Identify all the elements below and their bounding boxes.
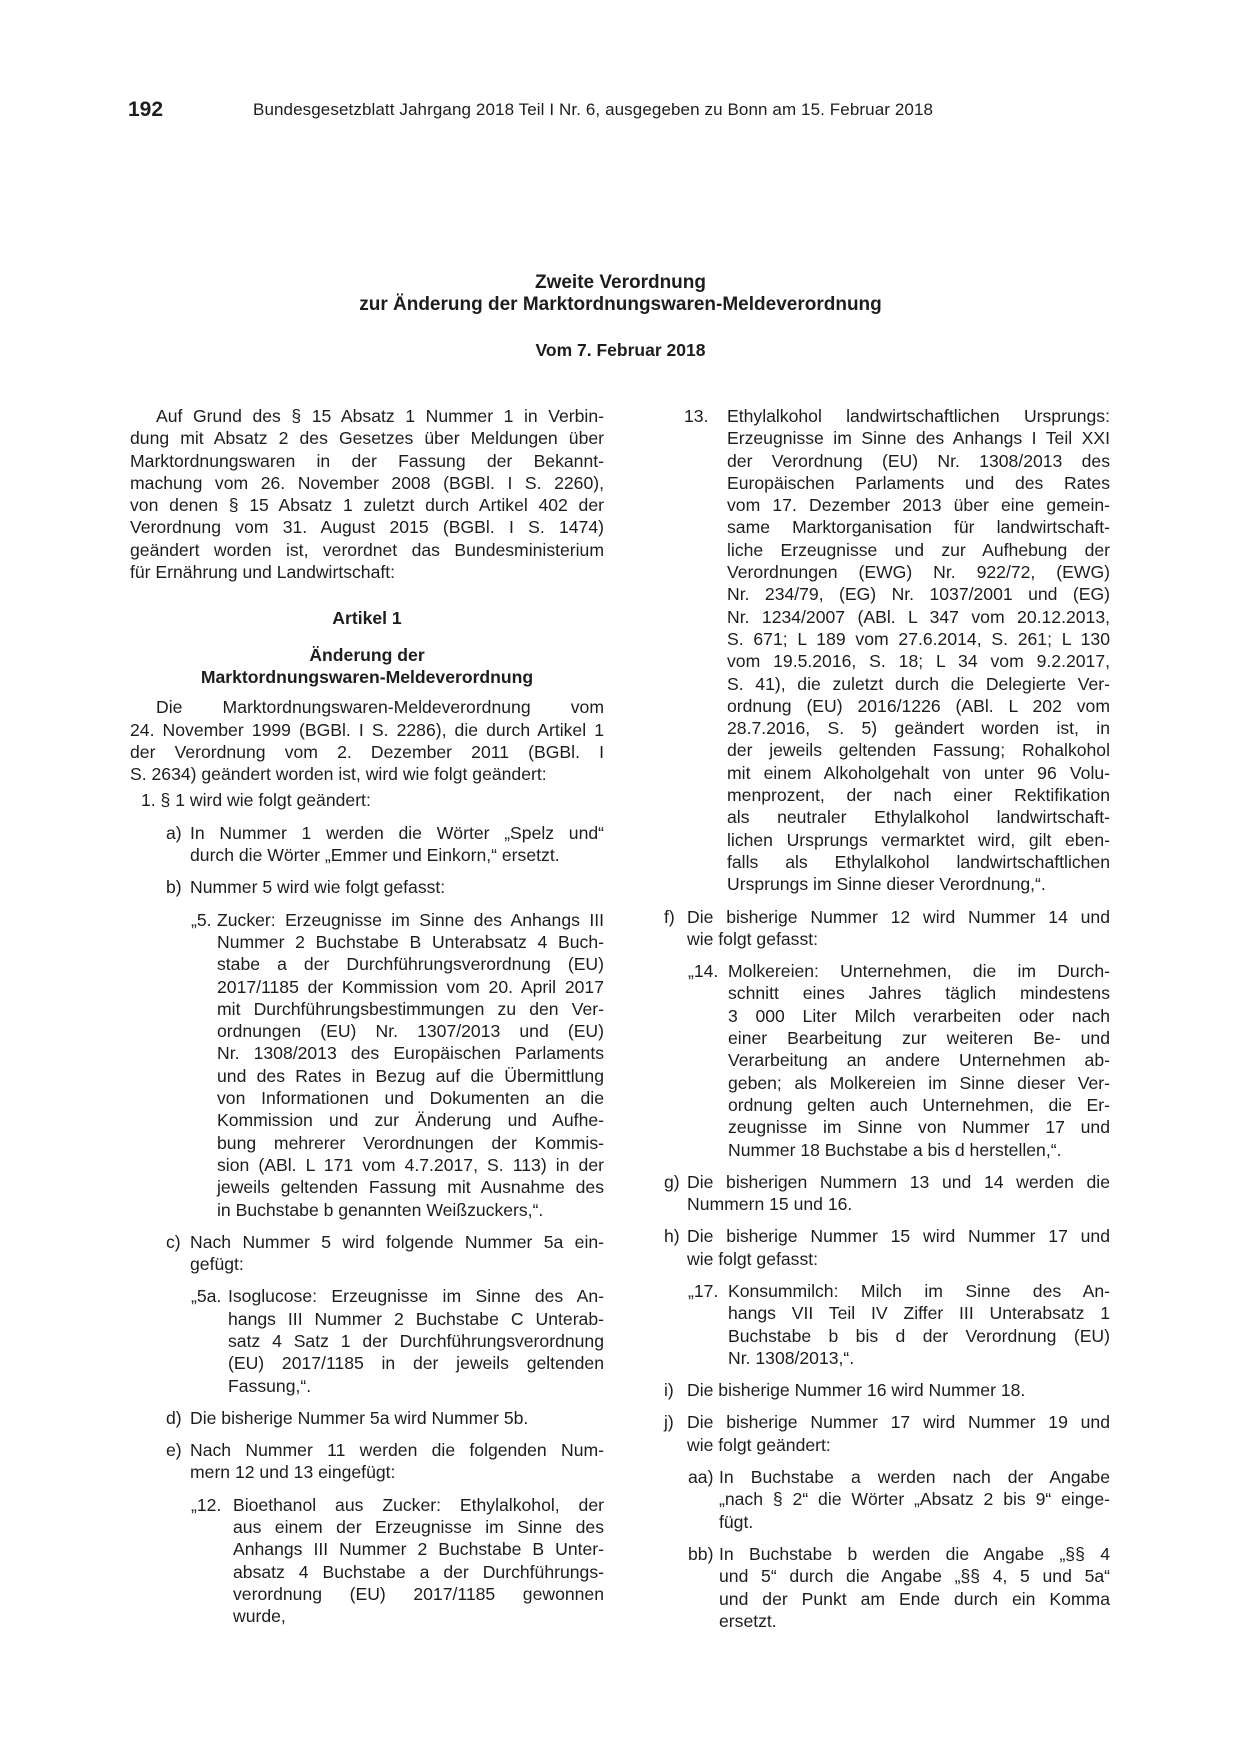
document-title-line-2: zur Änderung der Marktordnungswaren-Meldeverordnung: [359, 294, 882, 315]
quoted-number-14: [636, 960, 1110, 1161]
item-body: [728, 960, 1110, 1161]
item-1b: [130, 876, 604, 898]
running-header: Bundesgesetzblatt Jahrgang 2018 Teil I Nr. 6, ausgegeben zu Bonn am 15. Februar 2018: [253, 100, 934, 119]
text-line: der jeweils geltenden Fassung; Rohalkohol: [727, 740, 1110, 761]
item-body: [687, 1411, 1110, 1456]
text-line: Auf Grund des § 15 Absatz 1 Nummer 1 in Verbin-: [156, 406, 604, 426]
text-line: 3 000 Liter Milch verarbeiten oder nach: [728, 1005, 1110, 1026]
text-line: für Ernährung und Landwirtschaft:: [130, 562, 396, 583]
text-line: Die bisherigen Nummern 13 und 14 werden die: [687, 1171, 1110, 1192]
item-label: d): [166, 1407, 182, 1428]
text-line: und des Rates in Bezug auf die Übermittlung: [217, 1065, 604, 1086]
item-body: [687, 1171, 1110, 1216]
item-label: bb): [688, 1543, 714, 1564]
item-body: [727, 405, 1110, 896]
text-line: Zucker: Erzeugnisse im Sinne des Anhangs III: [217, 909, 604, 930]
text-line: Erzeugnisse im Sinne des Anhangs I Teil XXI: [727, 428, 1110, 449]
text-line: wurde,: [233, 1606, 286, 1627]
item-label: a): [166, 822, 182, 843]
item-body: [190, 1231, 604, 1276]
text-line: ordnungen (EU) Nr. 1307/2013 und (EU): [217, 1021, 604, 1042]
item-1f: [636, 906, 1110, 951]
quoted-number-12: [130, 1494, 604, 1628]
text-line: wie folgt gefasst:: [687, 928, 819, 949]
text-line: Die Marktordnungswaren-Meldeverordnung vom: [156, 697, 604, 718]
text-line: fügt.: [719, 1511, 754, 1532]
item-1: 1. § 1 wird wie folgt geändert:: [141, 790, 371, 811]
item-label: „5a.: [191, 1286, 222, 1307]
text-line: Nummer 18 Buchstabe a bis d herstellen,“.: [728, 1139, 1062, 1160]
text-line: In Buchstabe b werden die Angabe „§§ 4: [719, 1543, 1110, 1564]
text-line: der Verordnung vom 2. Dezember 2011 (BGBl. I: [130, 741, 604, 762]
text-line: geben; als Molkereien im Sinne dieser Ver-: [728, 1072, 1110, 1093]
quoted-number-5a: [130, 1285, 604, 1396]
text-line: (EU) 2017/1185 in der jeweils geltenden: [228, 1353, 604, 1374]
text-line: der Verordnung (EU) Nr. 1308/2013 des: [727, 450, 1110, 471]
text-line: Nummer 5 wird wie folgt gefasst:: [190, 877, 446, 898]
text-line: Die bisherige Nummer 16 wird Nummer 18.: [687, 1380, 1026, 1401]
item-body: [228, 1285, 604, 1396]
text-line: In Buchstabe a werden nach der Angabe: [719, 1467, 1110, 1488]
document-title-line-1: Zweite Verordnung: [534, 272, 707, 293]
item-body: [687, 1379, 1110, 1401]
item-label: „5.: [191, 909, 212, 930]
item-body: [190, 1407, 604, 1429]
text-line: Ursprungs im Sinne dieser Verordnung,“.: [727, 874, 1046, 895]
text-line: S. 671; L 189 vom 27.6.2014, S. 261; L 130: [727, 628, 1110, 649]
item-1e: [130, 1439, 604, 1484]
text-line: hangs III Nummer 2 Buchstabe C Unterab-: [228, 1308, 604, 1329]
text-line: zeugnisse im Sinne von Nummer 17 und: [728, 1117, 1110, 1138]
text-line: wie folgt geändert:: [687, 1434, 831, 1455]
text-line: Molkereien: Unternehmen, die im Durch-: [728, 961, 1110, 982]
text-line: 24. November 1999 (BGBl. I S. 2286), die durch Artikel 1: [130, 719, 604, 740]
text-line: Nach Nummer 11 werden die folgenden Num-: [190, 1440, 604, 1461]
text-line: Buchstabe b bis d der Verordnung (EU): [728, 1325, 1110, 1346]
item-body: [719, 1466, 1110, 1533]
text-line: gefügt:: [190, 1254, 244, 1275]
item-label: e): [166, 1440, 182, 1461]
text-line: geändert worden ist, verordnet das Bundesministerium: [130, 539, 604, 560]
text-line: lichen Ursprungs vermarktet wird, gilt eben-: [727, 829, 1110, 850]
text-line: schnitt eines Jahres täglich mindestens: [728, 983, 1110, 1004]
text-line: Nach Nummer 5 wird folgende Nummer 5a ein-: [190, 1231, 604, 1252]
item-1i: [636, 1379, 1110, 1401]
document-date: Vom 7. Februar 2018: [535, 340, 706, 360]
text-line: und 5“ durch die Angabe „§§ 4, 5 und 5a“: [719, 1566, 1110, 1587]
text-line: Verordnung vom 31. August 2015 (BGBl. I S. 1474): [130, 517, 604, 538]
text-line: ersetzt.: [719, 1610, 777, 1631]
text-line: sion (ABl. L 171 vom 4.7.2017, S. 113) in der: [217, 1154, 604, 1175]
preamble: [130, 405, 604, 583]
text-line: stabe a der Durchführungsverordnung (EU): [217, 954, 604, 975]
item-label: h): [664, 1226, 680, 1247]
text-line: hangs VII Teil IV Ziffer III Unterabsatz 1: [728, 1303, 1110, 1324]
text-line: vom 19.5.2016, S. 18; L 34 vom 9.2.2017,: [727, 651, 1110, 672]
page-number: 192: [128, 98, 164, 121]
item-body: [217, 909, 604, 1221]
item-label: g): [664, 1171, 680, 1192]
article-subheading-line-2: Marktordnungswaren-Meldeverordnung: [200, 666, 534, 687]
text-line: ordnung (EU) 2016/1226 (ABl. L 202 vom: [727, 695, 1110, 716]
item-body: [728, 1280, 1110, 1369]
item-body: [190, 1439, 604, 1484]
item-1j-aa: [636, 1466, 1110, 1533]
item-label: aa): [688, 1467, 714, 1488]
text-line: satz 4 Satz 1 der Durchführungsverordnung: [228, 1330, 604, 1351]
text-line: Die bisherige Nummer 5a wird Nummer 5b.: [190, 1407, 529, 1428]
text-line: einer Bearbeitung zur weiteren Be- und: [728, 1028, 1110, 1049]
text-line: Marktordnungswaren in der Fassung der Bekannt-: [130, 450, 604, 471]
text-line: Anhangs III Nummer 2 Buchstabe B Unter-: [233, 1539, 604, 1560]
text-line: absatz 4 Buchstabe a der Durchführungs-: [233, 1561, 604, 1582]
text-line: Nummer 2 Buchstabe B Unterabsatz 4 Buch-: [217, 931, 604, 952]
item-label: 13.: [684, 406, 709, 426]
right-column: [636, 405, 1110, 1632]
text-line: dung mit Absatz 2 des Gesetzes über Meldungen über: [130, 428, 604, 449]
text-line: verordnung (EU) 2017/1185 gewonnen: [233, 1583, 604, 1604]
text-line: Nr. 1308/2013,“.: [728, 1347, 855, 1368]
item-body: [687, 906, 1110, 951]
text-line: Europäischen Parlaments und des Rates: [727, 472, 1110, 493]
text-line: Nr. 1308/2013 des Europäischen Parlaments: [217, 1043, 604, 1064]
text-line: von Informationen und Dokumenten an die: [217, 1088, 604, 1109]
text-line: bung mehrerer Verordnungen der Kommis-: [217, 1132, 604, 1153]
text-line: same Marktorganisation für landwirtschaft-: [727, 517, 1110, 538]
article-subheading-line-1: Änderung der: [309, 644, 425, 665]
text-line: mit einem Alkoholgehalt von unter 96 Volu-: [727, 762, 1110, 783]
text-line: liche Erzeugnisse und zur Aufhebung der: [727, 539, 1110, 560]
text-line: menprozent, der nach einer Rektifikation: [727, 785, 1110, 806]
text-line: machung vom 26. November 2008 (BGBl. I S. 2260),: [130, 472, 604, 493]
item-label: j): [664, 1412, 674, 1433]
text-line: mit Durchführungsbestimmungen zu den Ver-: [217, 998, 604, 1019]
text-line: Nr. 234/79, (EG) Nr. 1037/2001 und (EG): [727, 584, 1110, 605]
text-line: mern 12 und 13 eingefügt:: [190, 1462, 396, 1483]
text-line: S. 2634) geändert worden ist, wird wie folgt geändert:: [130, 764, 547, 785]
text-line: „nach § 2“ die Wörter „Absatz 2 bis 9“ einge-: [719, 1489, 1110, 1510]
text-line: Die bisherige Nummer 12 wird Nummer 14 und: [687, 906, 1110, 927]
quoted-number-13: [636, 405, 1110, 896]
text-line: jeweils geltenden Fassung mit Ausnahme des: [217, 1177, 604, 1198]
item-label: „14.: [688, 961, 719, 982]
text-line: vom 17. Dezember 2013 über eine gemein-: [727, 495, 1110, 516]
text-line: S. 41), die zuletzt durch die Delegierte Ver-: [727, 673, 1110, 694]
item-label: b): [166, 877, 182, 898]
item-label: i): [664, 1380, 674, 1401]
quoted-number-5: [130, 909, 604, 1221]
text-line: falls als Ethylalkohol landwirtschaftlichen: [727, 851, 1110, 872]
article-intro: [130, 696, 604, 785]
item-body: [719, 1543, 1110, 1632]
item-1j: [636, 1411, 1110, 1456]
item-1g: [636, 1171, 1110, 1216]
text-line: Die bisherige Nummer 17 wird Nummer 19 und: [687, 1412, 1110, 1433]
item-body: [233, 1494, 604, 1628]
item-label: f): [664, 906, 675, 927]
text-line: Die bisherige Nummer 15 wird Nummer 17 und: [687, 1226, 1110, 1247]
item-body: [190, 876, 604, 898]
item-label: c): [166, 1231, 181, 1252]
item-1c: [130, 1231, 604, 1276]
text-line: Nr. 1234/2007 (ABl. L 347 vom 20.12.2013,: [727, 606, 1110, 627]
text-line: ordnung gelten auch Unternehmen, die Er-: [728, 1094, 1110, 1115]
item-label: „17.: [688, 1280, 719, 1301]
text-line: 28.7.2016, S. 5) geändert worden ist, in: [727, 718, 1110, 739]
left-column: [130, 405, 604, 1628]
item-1j-bb: [636, 1543, 1110, 1632]
text-line: als neutraler Ethylalkohol landwirtschaft-: [727, 807, 1110, 828]
text-line: Kommission und zur Änderung und Aufhe-: [217, 1110, 604, 1131]
text-line: und der Punkt am Ende durch ein Komma: [719, 1588, 1110, 1609]
text-line: Nummern 15 und 16.: [687, 1194, 853, 1215]
text-line: in Buchstabe b genannten Weißzuckers,“.: [217, 1199, 544, 1220]
text-line: Verordnungen (EWG) Nr. 922/72, (EWG): [727, 562, 1110, 583]
item-1d: [130, 1407, 604, 1429]
text-line: In Nummer 1 werden die Wörter „Spelz und“: [190, 822, 604, 843]
text-line: aus einem der Erzeugnisse im Sinne des: [233, 1517, 604, 1538]
text-line: von denen § 15 Absatz 1 zuletzt durch Artikel 402 der: [130, 495, 604, 516]
text-line: Konsummilch: Milch im Sinne des An-: [728, 1280, 1110, 1301]
text-line: 2017/1185 der Kommission vom 20. April 2017: [217, 976, 604, 997]
item-body: [687, 1225, 1110, 1270]
article-heading: Artikel 1: [332, 608, 402, 629]
text-line: Bioethanol aus Zucker: Ethylalkohol, der: [233, 1494, 604, 1515]
text-line: durch die Wörter „Emmer und Einkorn,“ ersetzt.: [190, 845, 560, 866]
text-line: Fassung,“.: [228, 1375, 312, 1396]
text-line: wie folgt gefasst:: [687, 1248, 819, 1269]
text-line: Ethylalkohol landwirtschaftlichen Ursprungs:: [727, 406, 1110, 426]
text-line: Verarbeitung an andere Unternehmen ab-: [728, 1050, 1110, 1071]
text-line: Isoglucose: Erzeugnisse im Sinne des An-: [228, 1286, 604, 1307]
item-1h: [636, 1225, 1110, 1270]
item-body: [190, 822, 604, 867]
item-label: „12.: [191, 1494, 222, 1515]
item-1a: [130, 822, 604, 867]
quoted-number-17: [636, 1280, 1110, 1369]
